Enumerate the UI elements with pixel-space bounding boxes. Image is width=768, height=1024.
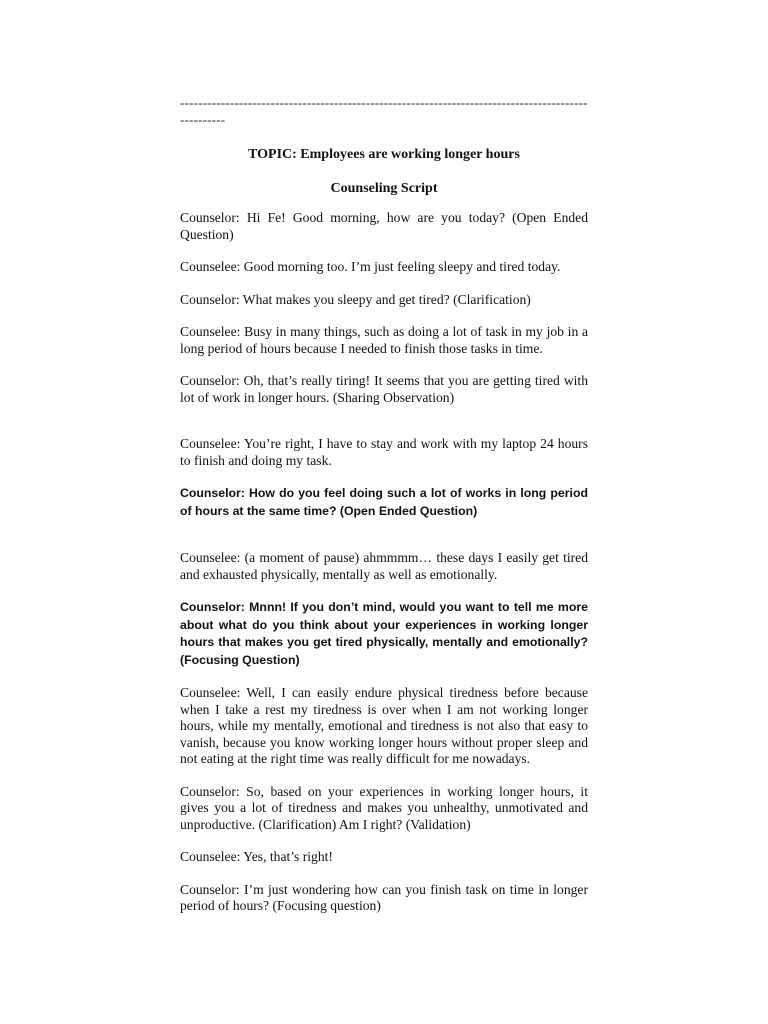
dialogue-line-counselee: Counselee: Yes, that’s right!: [180, 849, 333, 864]
topic-heading: TOPIC: Employees are working longer hours: [248, 147, 520, 162]
dialogue-line-counselor: Counselor: I’m just wondering how can you finish task on time in longer period of hours? (Focusing question): [180, 881, 588, 913]
dialogue-line-counselor: Counselor: Hi Fe! Good morning, how are you today? (Open Ended Question): [180, 210, 588, 242]
dialogue-line-counselor: Counselor: Mnnn! If you don’t mind, would you want to tell me more about what do you think about your experiences in working longer hours that makes you get tired physically, mentally and emotionally? (Focusing Question): [180, 600, 588, 667]
script-title: Counseling Script: [330, 181, 438, 196]
dialogue-line-counselor: Counselor: What makes you sleepy and get tired? (Clarification): [180, 291, 531, 307]
dialogue-line-counselor: Counselor: So, based on your experiences in working longer hours, it gives you a lot of tiredness and makes you unhealthy, unmotivated and unproductive. (Clarification) Am I right? (Validation): [180, 783, 588, 832]
dialogue-line-counselee: Counselee: You’re right, I have to stay and work with my laptop 24 hours to finish and doing my task.: [180, 436, 588, 468]
dialogue-line-counselor: Counselor: How do you feel doing such a lot of works in long period of hours at the same time? (Open Ended Question): [180, 486, 588, 518]
dashed-separator: ----------------------------------------------------------------------------------------------------: [180, 95, 588, 127]
dialogue-line-counselee: Counselee: (a moment of pause) ahmmmm… these days I easily get tired and exhausted physically, mentally as well as emotionally.: [180, 550, 588, 582]
dialogue-line-counselee: Counselee: Well, I can easily endure physical tiredness before because when I take a rest my tiredness is over when I am not working longer hours, while my mentally, emotional and tiredness is not also that easy to vanish, because you know working longer hours without proper sleep and not eating at the right time was really difficult for me nowadays.: [180, 685, 588, 766]
document-body: [180, 94, 588, 931]
dialogue-line-counselor: Counselor: Oh, that’s really tiring! It seems that you are getting tired with lot of work in longer hours. (Sharing Observation): [180, 373, 588, 405]
dialogue-line-counselee: Counselee: Busy in many things, such as doing a lot of task in my job in a long period of hours because I needed to finish those tasks in time.: [180, 324, 588, 356]
dialogue-line-counselee: Counselee: Good morning too. I’m just feeling sleepy and tired today.: [180, 259, 561, 274]
